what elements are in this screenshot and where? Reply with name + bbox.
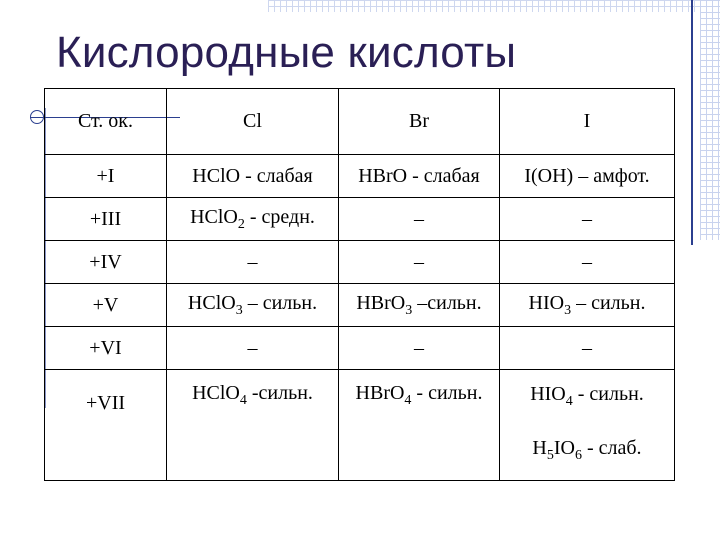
table-row <box>45 284 675 327</box>
header-chlorine: Cl <box>167 89 339 155</box>
chlorine-acid-cell: – <box>167 241 339 284</box>
table-row <box>45 241 675 284</box>
header-iodine: I <box>500 89 675 155</box>
decorative-grid-right <box>700 0 720 240</box>
chlorine-acid-cell: HClO$_2$ - средн. <box>167 198 339 241</box>
chlorine-acid-cell: – <box>167 327 339 370</box>
bromine-acid-cell: – <box>339 327 500 370</box>
bromine-acid-cell: HBrO$_4$ - сильн. <box>339 370 500 481</box>
oxidation-state-cell: +I <box>45 155 167 198</box>
table-row <box>45 198 675 241</box>
oxidation-state-cell: +VII <box>45 370 167 481</box>
table-header-row <box>45 89 675 155</box>
decorative-grid-top <box>268 0 720 12</box>
chlorine-acid-cell: HClO$_4$ -сильн. <box>167 370 339 481</box>
iodine-acid-cell: I(OH) – амфот. <box>500 155 675 198</box>
bromine-acid-cell: – <box>339 241 500 284</box>
acids-table <box>44 88 675 481</box>
header-oxidation-state: Ст. ок. <box>45 89 167 155</box>
table-row <box>45 370 675 481</box>
table-row <box>45 155 675 198</box>
table-row <box>45 327 675 370</box>
oxidation-state-cell: +IV <box>45 241 167 284</box>
decorative-vertical-line <box>691 0 693 245</box>
bromine-acid-cell: HBrO$_3$ –сильн. <box>339 284 500 327</box>
chlorine-acid-cell: HClO$_3$ – сильн. <box>167 284 339 327</box>
iodine-acid-line-2: $H_5IO_6$ - слаб. <box>532 437 642 463</box>
oxidation-state-cell: +VI <box>45 327 167 370</box>
chlorine-acid-cell: HClO - слабая <box>167 155 339 198</box>
iodine-acid-cell: $HIO_3$ – сильн. <box>500 284 675 327</box>
iodine-acid-cell <box>500 370 675 481</box>
bullet-circle-icon <box>30 110 44 124</box>
bromine-acid-cell: – <box>339 198 500 241</box>
iodine-acid-cell: – <box>500 241 675 284</box>
bromine-acid-cell: HBrO - слабая <box>339 155 500 198</box>
iodine-acid-line-1: $HIO_4$ - сильн. <box>530 383 644 409</box>
oxidation-state-cell: +III <box>45 198 167 241</box>
header-bromine: Br <box>339 89 500 155</box>
slide-title: Кислородные кислоты <box>56 28 517 77</box>
oxidation-state-cell: +V <box>45 284 167 327</box>
iodine-acid-cell: – <box>500 327 675 370</box>
iodine-acid-cell: – <box>500 198 675 241</box>
